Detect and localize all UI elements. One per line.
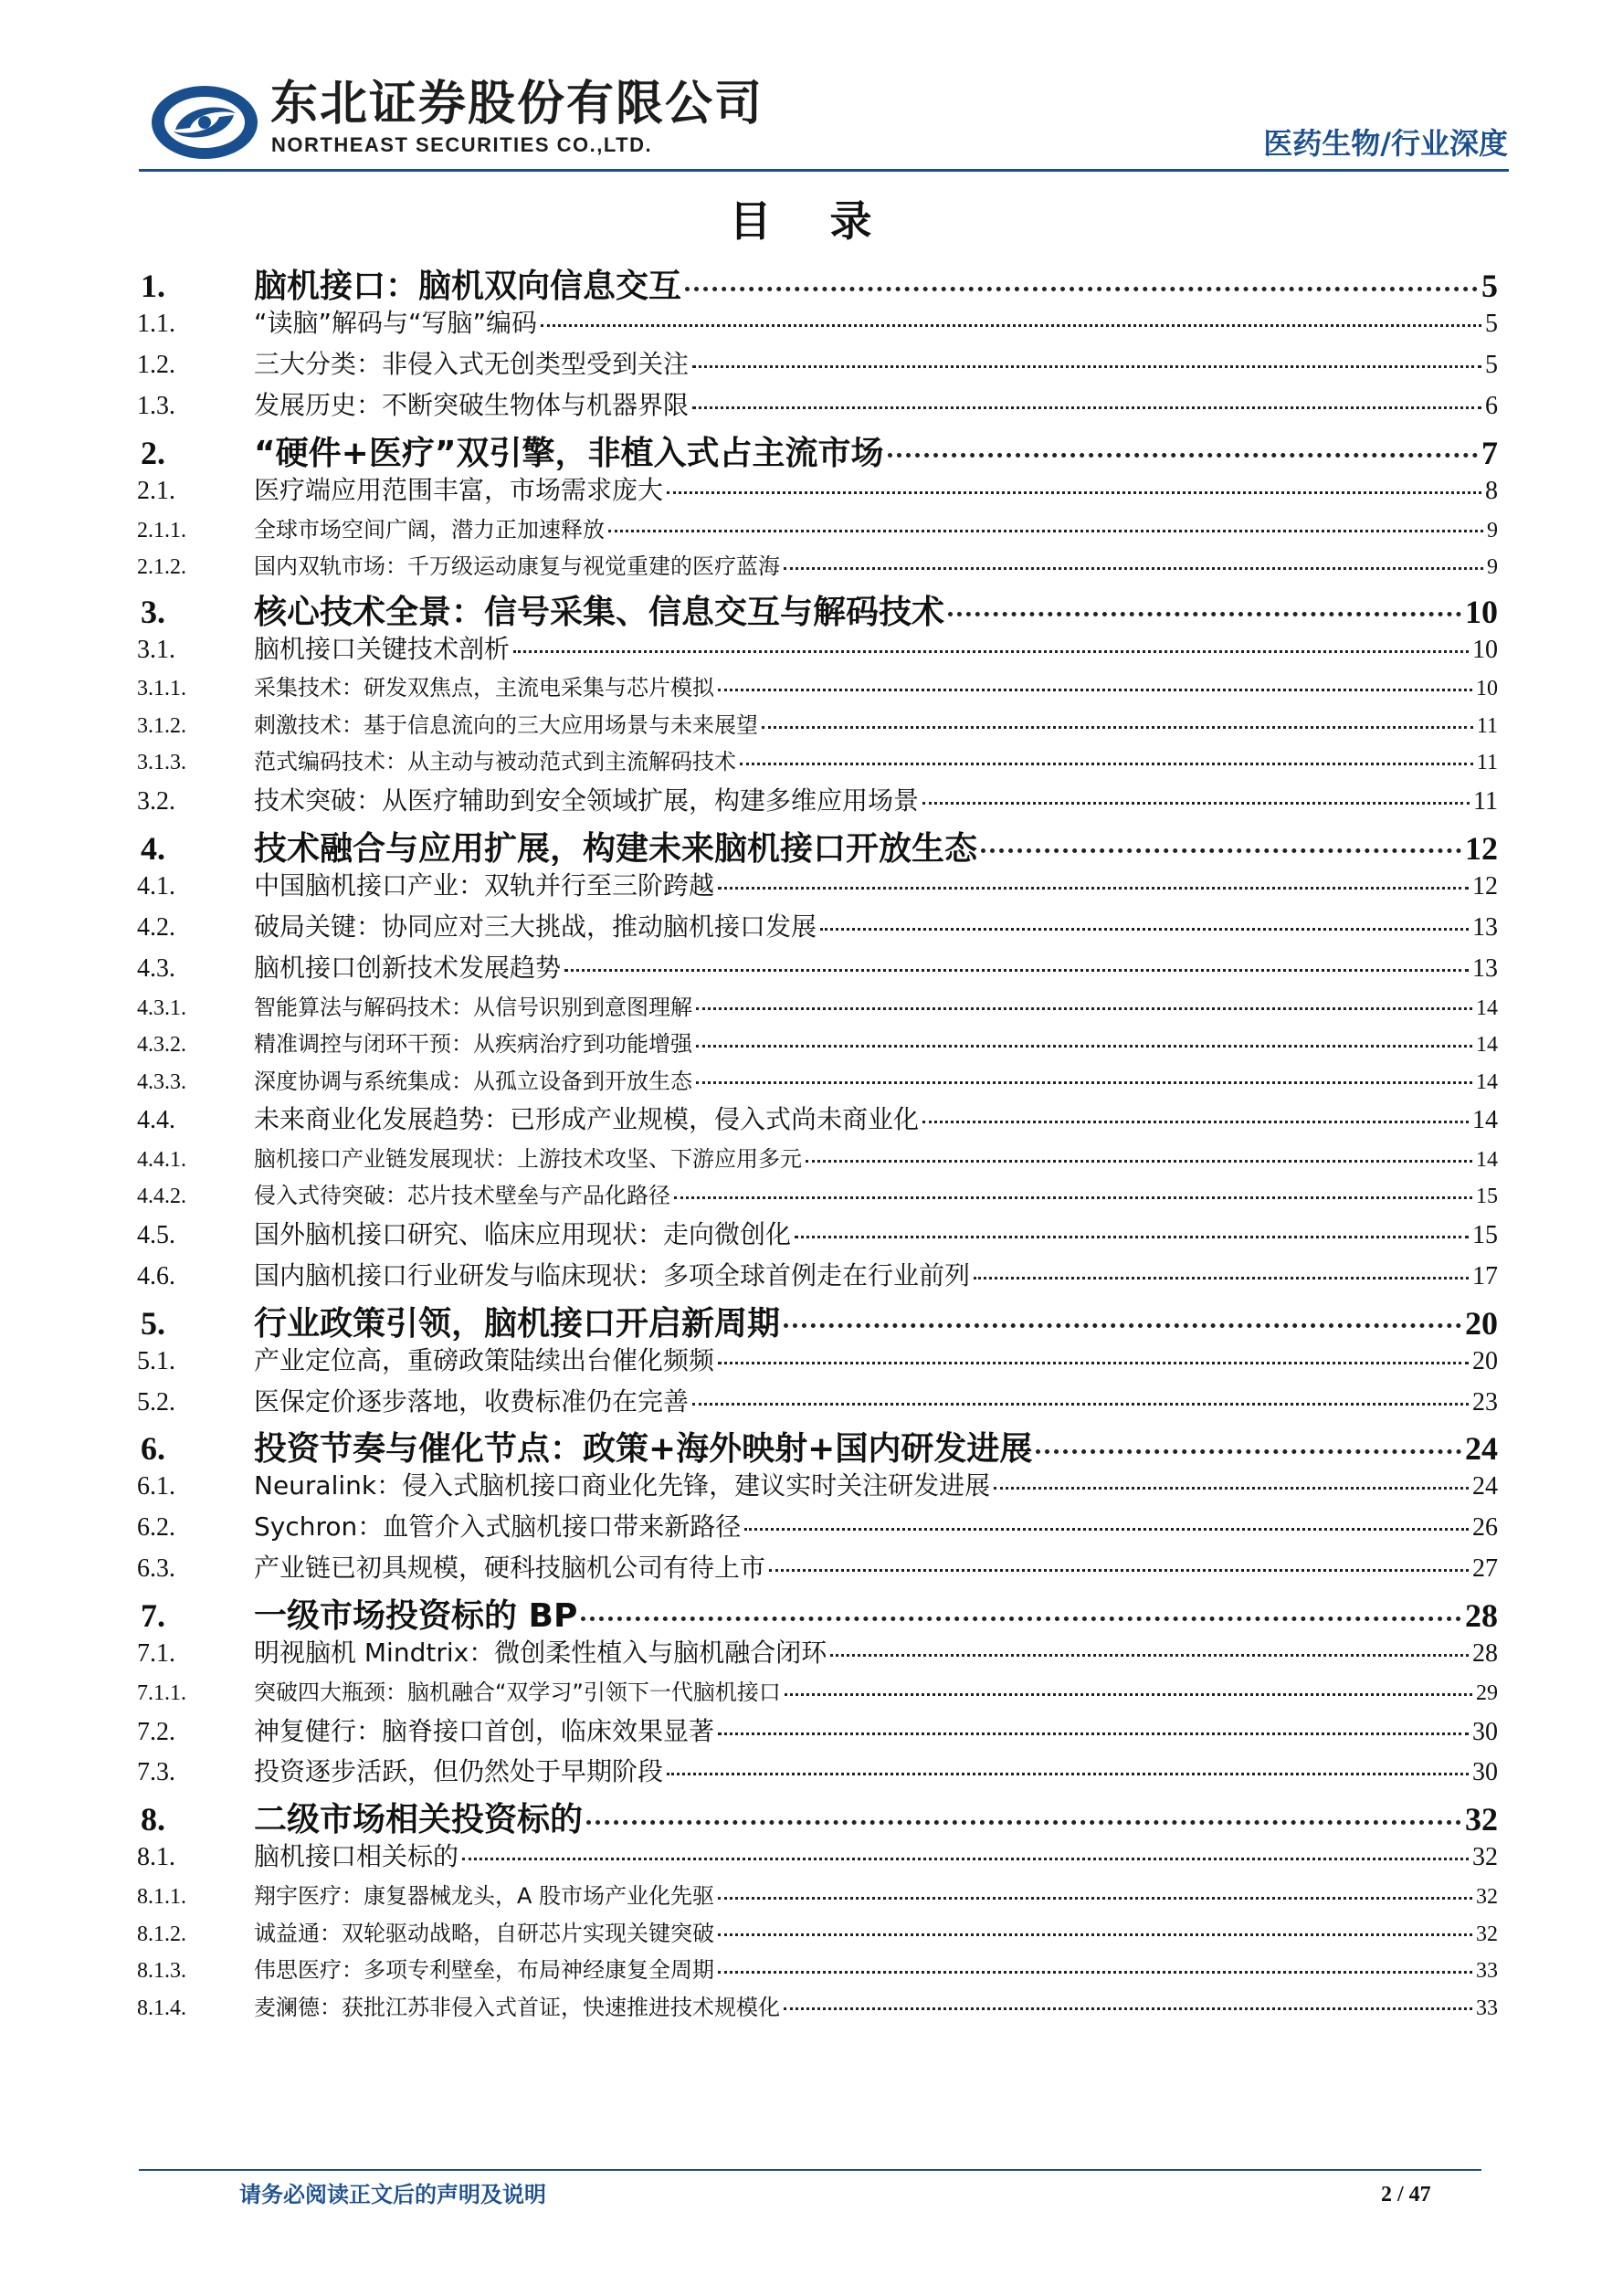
toc-entry-page: 5	[1485, 350, 1498, 379]
toc-entry-page: 32	[1476, 1922, 1498, 1946]
toc-entry-page: 32	[1465, 1801, 1498, 1838]
toc-entry-page: 27	[1472, 1554, 1498, 1584]
toc-entry-page: 32	[1476, 1885, 1498, 1910]
toc-dot-leader	[762, 707, 1473, 729]
toc-entry-title: 医疗端应用范围丰富，市场需求庞大	[254, 474, 664, 505]
footer-disclaimer: 请务必阅读正文后的声明及说明	[239, 2182, 546, 2207]
toc-entry-title: 诚益通：双轮驱动战略，自研芯片实现关键突破	[254, 1920, 714, 1946]
toc-entry[interactable]	[137, 1341, 1498, 1382]
toc-entry[interactable]	[137, 743, 1498, 781]
toc-dot-leader	[696, 989, 1472, 1011]
toc-entry-title: 麦澜德：获批江苏非侵入式首证，快速推进技术规模化	[254, 1994, 780, 2020]
toc-entry-title: 核心技术全景：信号采集、信息交互与解码技术	[254, 593, 945, 629]
toc-entry-page: 5	[1485, 310, 1498, 338]
toc-entry-number: 5.2.	[137, 1387, 175, 1417]
toc-entry[interactable]	[137, 1548, 1498, 1589]
toc-dot-leader	[541, 303, 1481, 327]
toc-entry[interactable]	[137, 585, 1498, 629]
toc-entry-page: 28	[1472, 1639, 1498, 1669]
toc-entry[interactable]	[137, 511, 1498, 549]
toc-entry-page: 14	[1476, 1069, 1498, 1094]
toc-entry-title: 产业链已初具规模，硬科技脑机公司有待上市	[254, 1553, 766, 1584]
toc-entry-number: 4.1.	[137, 871, 175, 900]
toc-entry-page: 10	[1472, 635, 1498, 664]
toc-entry-number: 3.1.	[137, 635, 175, 664]
toc-entry-page: 5	[1481, 268, 1498, 303]
toc-entry-page: 11	[1476, 751, 1498, 775]
toc-dot-leader	[784, 1297, 1461, 1329]
toc-entry-number: 4.2.	[137, 912, 175, 942]
toc-dot-leader	[785, 1674, 1472, 1696]
toc-entry-number: 4.3.2.	[137, 1033, 186, 1058]
toc-dot-leader	[564, 948, 1469, 972]
toc-dot-leader	[784, 1989, 1472, 2011]
toc-entry[interactable]	[137, 1674, 1498, 1711]
toc-entry[interactable]	[137, 907, 1498, 948]
toc-entry-title: 翔宇医疗：康复器械龙头，A 股市场产业化先驱	[254, 1883, 715, 1910]
toc-entry-page: 28	[1465, 1597, 1498, 1634]
toc-entry[interactable]	[137, 1466, 1498, 1507]
page-header	[0, 0, 1623, 174]
toc-entry-number: 3.1.3.	[137, 751, 186, 775]
toc-entry-number: 8.1.1.	[137, 1885, 186, 1910]
toc-entry[interactable]	[137, 548, 1498, 585]
toc-entry-number: 4.4.	[137, 1106, 175, 1135]
toc-entry-title: 未来商业化发展趋势：已形成产业规模，侵入式尚未商业化	[254, 1104, 920, 1135]
toc-dot-leader	[718, 669, 1472, 691]
toc-entry[interactable]	[137, 1141, 1498, 1178]
toc-dot-leader	[718, 1878, 1472, 1900]
toc-entry-title: 智能算法与解码技术：从信号识别到意图理解	[254, 994, 692, 1020]
toc-entry-number: 1.3.	[137, 391, 175, 420]
table-of-contents	[137, 259, 1498, 2026]
company-name-chinese: 东北证券股份有限公司	[270, 77, 764, 132]
toc-entry[interactable]	[137, 1589, 1498, 1633]
toc-entry[interactable]	[137, 1752, 1498, 1793]
toc-dot-leader	[830, 1633, 1469, 1657]
toc-entry[interactable]	[137, 1382, 1498, 1423]
toc-entry[interactable]	[137, 948, 1498, 989]
toc-entry-page: 14	[1476, 1033, 1498, 1058]
toc-dot-leader	[692, 344, 1481, 368]
toc-dot-leader	[795, 1215, 1469, 1238]
toc-entry-page: 30	[1472, 1758, 1498, 1787]
toc-entry[interactable]	[137, 1878, 1498, 1915]
toc-entry-page: 10	[1465, 593, 1498, 629]
toc-entry[interactable]	[137, 1177, 1498, 1215]
toc-entry-page: 15	[1472, 1220, 1498, 1249]
toc-entry-number: 4.3.	[137, 953, 175, 983]
toc-entry-title: “硬件+医疗”双引擎，非植入式占主流市场	[254, 434, 884, 470]
toc-dot-leader	[806, 1141, 1472, 1163]
toc-entry-title: 国内双轨市场：千万级运动康复与视觉重建的医疗蓝海	[254, 553, 780, 580]
toc-entry-number: 1.2.	[137, 350, 175, 379]
toc-dot-leader	[922, 781, 1470, 805]
toc-entry[interactable]	[137, 1256, 1498, 1297]
toc-dot-leader	[462, 1837, 1469, 1860]
toc-dot-leader	[581, 1589, 1461, 1621]
toc-dot-leader	[888, 427, 1479, 458]
toc-entry-number: 4.	[141, 829, 165, 866]
toc-entry[interactable]	[137, 303, 1498, 344]
toc-dot-leader	[974, 1256, 1469, 1280]
toc-entry-number: 8.1.2.	[137, 1922, 186, 1946]
toc-entry-page: 15	[1476, 1185, 1498, 1209]
toc-entry[interactable]	[137, 1793, 1498, 1837]
toc-entry-title: 脑机接口相关标的	[254, 1841, 459, 1872]
toc-entry-number: 5.	[141, 1304, 165, 1341]
toc-dot-leader	[744, 1507, 1469, 1531]
toc-entry-title: 明视脑机 Mindtrix：微创柔性植入与脑机融合闭环	[254, 1638, 827, 1669]
toc-entry-title: 脑机接口产业链发展现状：上游技术攻坚、下游应用多元	[254, 1145, 802, 1172]
toc-entry-title: 全球市场空间广阔，潜力正加速释放	[254, 516, 605, 542]
toc-entry-page: 6	[1485, 391, 1498, 420]
toc-entry-page: 33	[1476, 1959, 1498, 1984]
toc-entry-title: 伟思医疗：多项专利壁垒，布局神经康复全周期	[254, 1957, 714, 1984]
toc-dot-leader	[696, 1026, 1472, 1048]
toc-dot-leader	[718, 1341, 1469, 1364]
toc-dot-leader	[667, 1752, 1469, 1775]
toc-entry[interactable]	[137, 781, 1498, 822]
toc-entry[interactable]	[137, 669, 1498, 707]
toc-entry-number: 7.1.1.	[137, 1681, 186, 1706]
toc-entry-title: 脑机接口关键技术剖析	[254, 633, 511, 664]
toc-dot-leader	[994, 1466, 1469, 1490]
toc-entry[interactable]	[137, 822, 1498, 866]
toc-entry[interactable]	[137, 1711, 1498, 1753]
toc-entry-page: 11	[1476, 713, 1498, 738]
toc-dot-leader	[674, 1177, 1472, 1199]
toc-entry[interactable]	[137, 1989, 1498, 2027]
toc-entry[interactable]	[137, 385, 1498, 427]
toc-entry-number: 6.3.	[137, 1554, 175, 1584]
toc-entry-number: 2.1.1.	[137, 518, 186, 542]
toc-dot-leader	[948, 585, 1461, 617]
toc-dot-leader	[685, 259, 1478, 291]
toc-entry-number: 7.1.	[137, 1639, 175, 1669]
toc-dot-leader	[718, 1711, 1469, 1735]
toc-entry-page: 12	[1465, 829, 1498, 866]
toc-entry-title: 二级市场相关投资标的	[254, 1801, 584, 1838]
toc-entry-title: 突破四大瓶颈：脑机融合“双学习”引领下一代脑机接口	[254, 1680, 781, 1706]
toc-entry-title: 刺激技术：基于信息流向的三大应用场景与未来展望	[254, 711, 758, 738]
report-category-label: 医药生物/行业深度	[1263, 126, 1508, 161]
toc-entry[interactable]	[137, 259, 1498, 303]
toc-entry-number: 8.1.3.	[137, 1959, 186, 1984]
toc-entry-number: 6.2.	[137, 1513, 175, 1543]
toc-entry-title: 发展历史：不断突破生物体与机器界限	[254, 389, 690, 420]
toc-entry-title: 投资节奏与催化节点：政策+海外映射+国内研发进展	[254, 1430, 1033, 1467]
toc-dot-leader	[1036, 1422, 1461, 1454]
toc-entry-title: 技术突破：从医疗辅助到安全领域扩展，构建多维应用场景	[254, 785, 920, 816]
toc-entry[interactable]	[137, 1915, 1498, 1953]
toc-entry-number: 2.1.	[137, 476, 175, 505]
toc-entry-page: 29	[1476, 1681, 1498, 1706]
company-name-english: NORTHEAST SECURITIES CO.,LTD.	[271, 133, 653, 156]
toc-dot-leader	[718, 1915, 1472, 1937]
toc-entry-page: 13	[1472, 953, 1498, 983]
toc-entry-title: 医保定价逐步落地，收费标准仍在完善	[254, 1385, 690, 1417]
toc-entry-title: 脑机接口：脑机双向信息交互	[254, 268, 682, 303]
toc-dot-leader	[784, 548, 1483, 570]
toc-entry-page: 11	[1473, 786, 1498, 816]
toc-dot-leader	[692, 1382, 1469, 1406]
toc-entry[interactable]	[137, 344, 1498, 385]
toc-entry[interactable]	[137, 1026, 1498, 1063]
toc-entry-page: 9	[1487, 518, 1498, 542]
toc-entry-page: 23	[1472, 1387, 1498, 1417]
toc-entry-page: 17	[1472, 1261, 1498, 1290]
toc-entry-number: 3.1.2.	[137, 713, 186, 738]
toc-entry[interactable]	[137, 866, 1498, 907]
toc-entry[interactable]	[137, 629, 1498, 670]
toc-dot-leader	[922, 1100, 1469, 1123]
toc-entry-title: 国外脑机接口研究、临床应用现状：走向微创化	[254, 1218, 792, 1249]
toc-entry-page: 14	[1476, 1147, 1498, 1172]
toc-entry-number: 1.	[141, 268, 165, 303]
toc-entry[interactable]	[137, 707, 1498, 744]
toc-entry-title: 行业政策引领，脑机接口开启新周期	[254, 1304, 781, 1341]
toc-entry-title: 深度协调与系统集成：从孤立设备到开放生态	[254, 1068, 692, 1094]
toc-entry-number: 4.6.	[137, 1261, 175, 1290]
toc-entry-title: 产业定位高，重磅政策陆续出台催化频频	[254, 1344, 715, 1375]
toc-entry-number: 6.1.	[137, 1472, 175, 1501]
toc-entry-page: 9	[1487, 555, 1498, 580]
toc-entry[interactable]	[137, 989, 1498, 1027]
toc-dot-leader	[696, 1063, 1472, 1085]
toc-entry-title: 投资逐步活跃，但仍然处于早期阶段	[254, 1756, 664, 1787]
toc-entry-number: 2.	[141, 434, 165, 470]
toc-entry-number: 3.1.1.	[137, 677, 186, 701]
toc-entry-number: 2.1.2.	[137, 555, 186, 580]
toc-dot-leader	[586, 1793, 1461, 1825]
toc-dot-leader	[667, 470, 1481, 494]
toc-entry-title: Neuralink：侵入式脑机接口商业化先锋，建议实时关注研发进展	[254, 1470, 991, 1501]
toc-entry-number: 8.1.	[137, 1843, 175, 1872]
toc-entry-title: 精准调控与闭环干预：从疾病治疗到功能增强	[254, 1031, 692, 1058]
toc-entry-title: 范式编码技术：从主动与被动范式到主流解码技术	[254, 749, 736, 775]
toc-entry-title: 一级市场投资标的 BP	[254, 1597, 578, 1634]
toc-entry-number: 4.3.1.	[137, 995, 186, 1020]
toc-entry[interactable]	[137, 1100, 1498, 1141]
toc-entry-number: 7.	[141, 1597, 165, 1634]
toc-entry[interactable]	[137, 1507, 1498, 1548]
toc-entry-number: 7.3.	[137, 1758, 175, 1787]
toc-dot-leader	[740, 743, 1473, 765]
toc-entry-title: 中国脑机接口产业：双轨并行至三阶跨越	[254, 869, 715, 900]
toc-entry-number: 4.4.2.	[137, 1185, 186, 1209]
toc-entry-page: 14	[1472, 1106, 1498, 1135]
toc-entry-title: 脑机接口创新技术发展趋势	[254, 952, 562, 983]
toc-entry-page: 24	[1465, 1430, 1498, 1467]
toc-entry-title: 破局关键：协同应对三大挑战，推动脑机接口发展	[254, 911, 817, 942]
toc-entry-number: 4.3.3.	[137, 1069, 186, 1094]
toc-dot-leader	[820, 907, 1469, 931]
toc-entry[interactable]	[137, 1422, 1498, 1466]
toc-entry-number: 8.	[141, 1801, 165, 1838]
toc-dot-leader	[718, 866, 1469, 890]
toc-entry-page: 14	[1476, 995, 1498, 1020]
header-divider	[139, 169, 1509, 172]
toc-entry-number: 3.	[141, 593, 165, 629]
page-number: 2 / 47	[1381, 2183, 1431, 2206]
toc-entry-page: 20	[1472, 1346, 1498, 1375]
toc-dot-leader	[769, 1548, 1469, 1572]
toc-entry-number: 3.2.	[137, 786, 175, 816]
toc-dot-leader	[513, 629, 1469, 653]
toc-entry-number: 4.5.	[137, 1220, 175, 1249]
toc-entry-title: 国内脑机接口行业研发与临床现状：多项全球首例走在行业前列	[254, 1259, 971, 1290]
toc-entry-title: 三大分类：非侵入式无创类型受到关注	[254, 348, 690, 379]
toc-entry[interactable]	[137, 1633, 1498, 1674]
toc-entry-page: 10	[1476, 677, 1498, 701]
toc-entry-page: 8	[1485, 476, 1498, 505]
toc-entry-page: 12	[1472, 871, 1498, 900]
toc-entry-page: 26	[1472, 1513, 1498, 1543]
toc-entry-title: 侵入式待突破：芯片技术壁垒与产品化路径	[254, 1183, 670, 1209]
toc-entry-title: “读脑”解码与“写脑”编码	[254, 308, 538, 338]
toc-entry-title: 技术融合与应用扩展，构建未来脑机接口开放生态	[254, 829, 978, 866]
toc-dot-leader	[718, 1952, 1472, 1974]
toc-entry-page: 33	[1476, 1996, 1498, 2020]
toc-entry[interactable]	[137, 1297, 1498, 1341]
toc-entry-number: 1.1.	[137, 310, 175, 338]
northeast-securities-swirl-logo-icon	[148, 82, 261, 163]
toc-entry-page: 20	[1465, 1304, 1498, 1341]
toc-dot-leader	[981, 822, 1461, 854]
toc-dot-leader	[692, 385, 1481, 409]
toc-entry-number: 7.2.	[137, 1717, 175, 1746]
toc-entry-title: Sychron：血管介入式脑机接口带来新路径	[254, 1511, 742, 1543]
toc-entry-number: 6.	[141, 1430, 165, 1467]
toc-entry[interactable]	[137, 427, 1498, 470]
toc-entry[interactable]	[137, 1215, 1498, 1256]
toc-entry[interactable]	[137, 1837, 1498, 1878]
toc-entry-number: 4.4.1.	[137, 1147, 186, 1172]
toc-entry-number: 8.1.4.	[137, 1996, 186, 2020]
toc-entry-page: 32	[1472, 1843, 1498, 1872]
toc-title: 目 录	[729, 196, 894, 246]
toc-entry-title: 神复健行：脑脊接口首创，临床效果显著	[254, 1715, 715, 1746]
toc-entry-title: 采集技术：研发双焦点，主流电采集与芯片模拟	[254, 675, 714, 701]
toc-entry-page: 30	[1472, 1717, 1498, 1746]
toc-entry-page: 24	[1472, 1472, 1498, 1501]
toc-entry-page: 13	[1472, 912, 1498, 942]
toc-entry[interactable]	[137, 1063, 1498, 1101]
toc-entry-page: 7	[1481, 434, 1498, 470]
toc-entry[interactable]	[137, 470, 1498, 511]
toc-entry[interactable]	[137, 1952, 1498, 1989]
toc-entry-number: 5.1.	[137, 1346, 175, 1375]
footer-divider	[139, 2169, 1481, 2171]
toc-dot-leader	[608, 511, 1483, 533]
